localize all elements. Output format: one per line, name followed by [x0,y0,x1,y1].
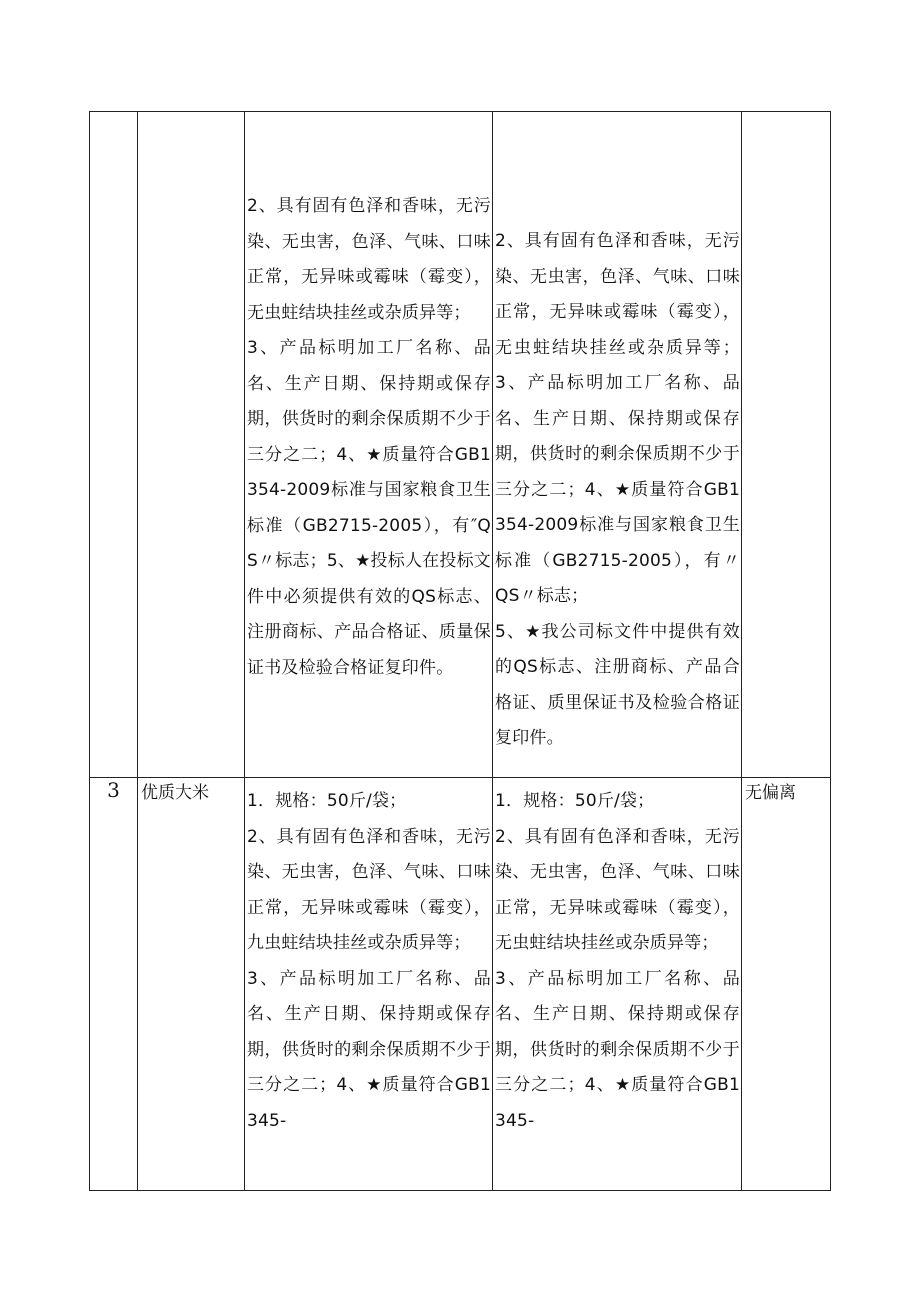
item-name-cell [138,778,245,1191]
deviation-cell [742,778,831,1191]
item-number-cell [90,112,138,778]
item-number-cell [90,778,138,1191]
item-name-cell [138,112,245,778]
item-number: 3 [107,778,120,802]
requirement-cell [245,778,493,1191]
response-cell [493,112,742,778]
compliance-table [89,111,831,1191]
response-cell [493,778,742,1191]
response-text: 1．规格：50斤/袋； 2、具有固有色泽和香味，无污染、无虫害，色泽、气味、口味正常，无异味或霉味（霉变），无虫蛀结块挂丝或杂质异等； 3、产品标明加工厂名称、品名、生产日期、保持期或保存期，供货时的剩余保质期不少于三分之二；4、★质量符合GB1345- [495,791,740,1131]
requirement-cell [245,112,493,778]
requirement-text: 2、具有固有色泽和香味，无污染、无虫害，色泽、气味、口味正常，无异味或霉味（霉变），无虫蛀结块挂丝或杂质异等； 3、产品标明加工厂名称、品名、生产日期、保持期或保存期，供货时的剩余保质期不少于三分之二；4、★质量符合GB1354-2009标准与国家粮食卫生标准（GB2715-2005），有″QS〃标志；5、★投标人在投标文件中必须提供有效的QS标志、注册商标、产品合格证、质量保证书及检验合格证复印件。 [247,196,491,678]
deviation-cell [742,112,831,778]
table-row [90,778,831,1191]
requirement-text: 1．规格：50斤/袋； 2、具有固有色泽和香味，无污染、无虫害，色泽、气味、口味正常，无异味或霉味（霉变），九虫蛀结块挂丝或杂质异等； 3、产品标明加工厂名称、品名、生产日期、保持期或保存期，供货时的剩余保质期不少于三分之二；4、★质量符合GB1345- [247,791,491,1131]
deviation-text: 无偏离 [745,783,796,803]
table-row [90,112,831,778]
item-name: 优质大米 [141,783,209,803]
response-text: 2、具有固有色泽和香味，无污染、无虫害，色泽、气味、口味正常，无异味或霉味（霉变），无虫蛀结块挂丝或杂质异等；3、产品标明加工厂名称、品名、生产日期、保持期或保存期，供货时的剩余保质期不少于三分之二；4、★质量符合GB1354-2009标准与国家粮食卫生标准（GB2715-2005），有〃QS〃标志； 5、★我公司标文件中提供有效的QS标志、注册商标、产品合格证、质里保证书及检验合格证复印件。 [495,231,740,748]
